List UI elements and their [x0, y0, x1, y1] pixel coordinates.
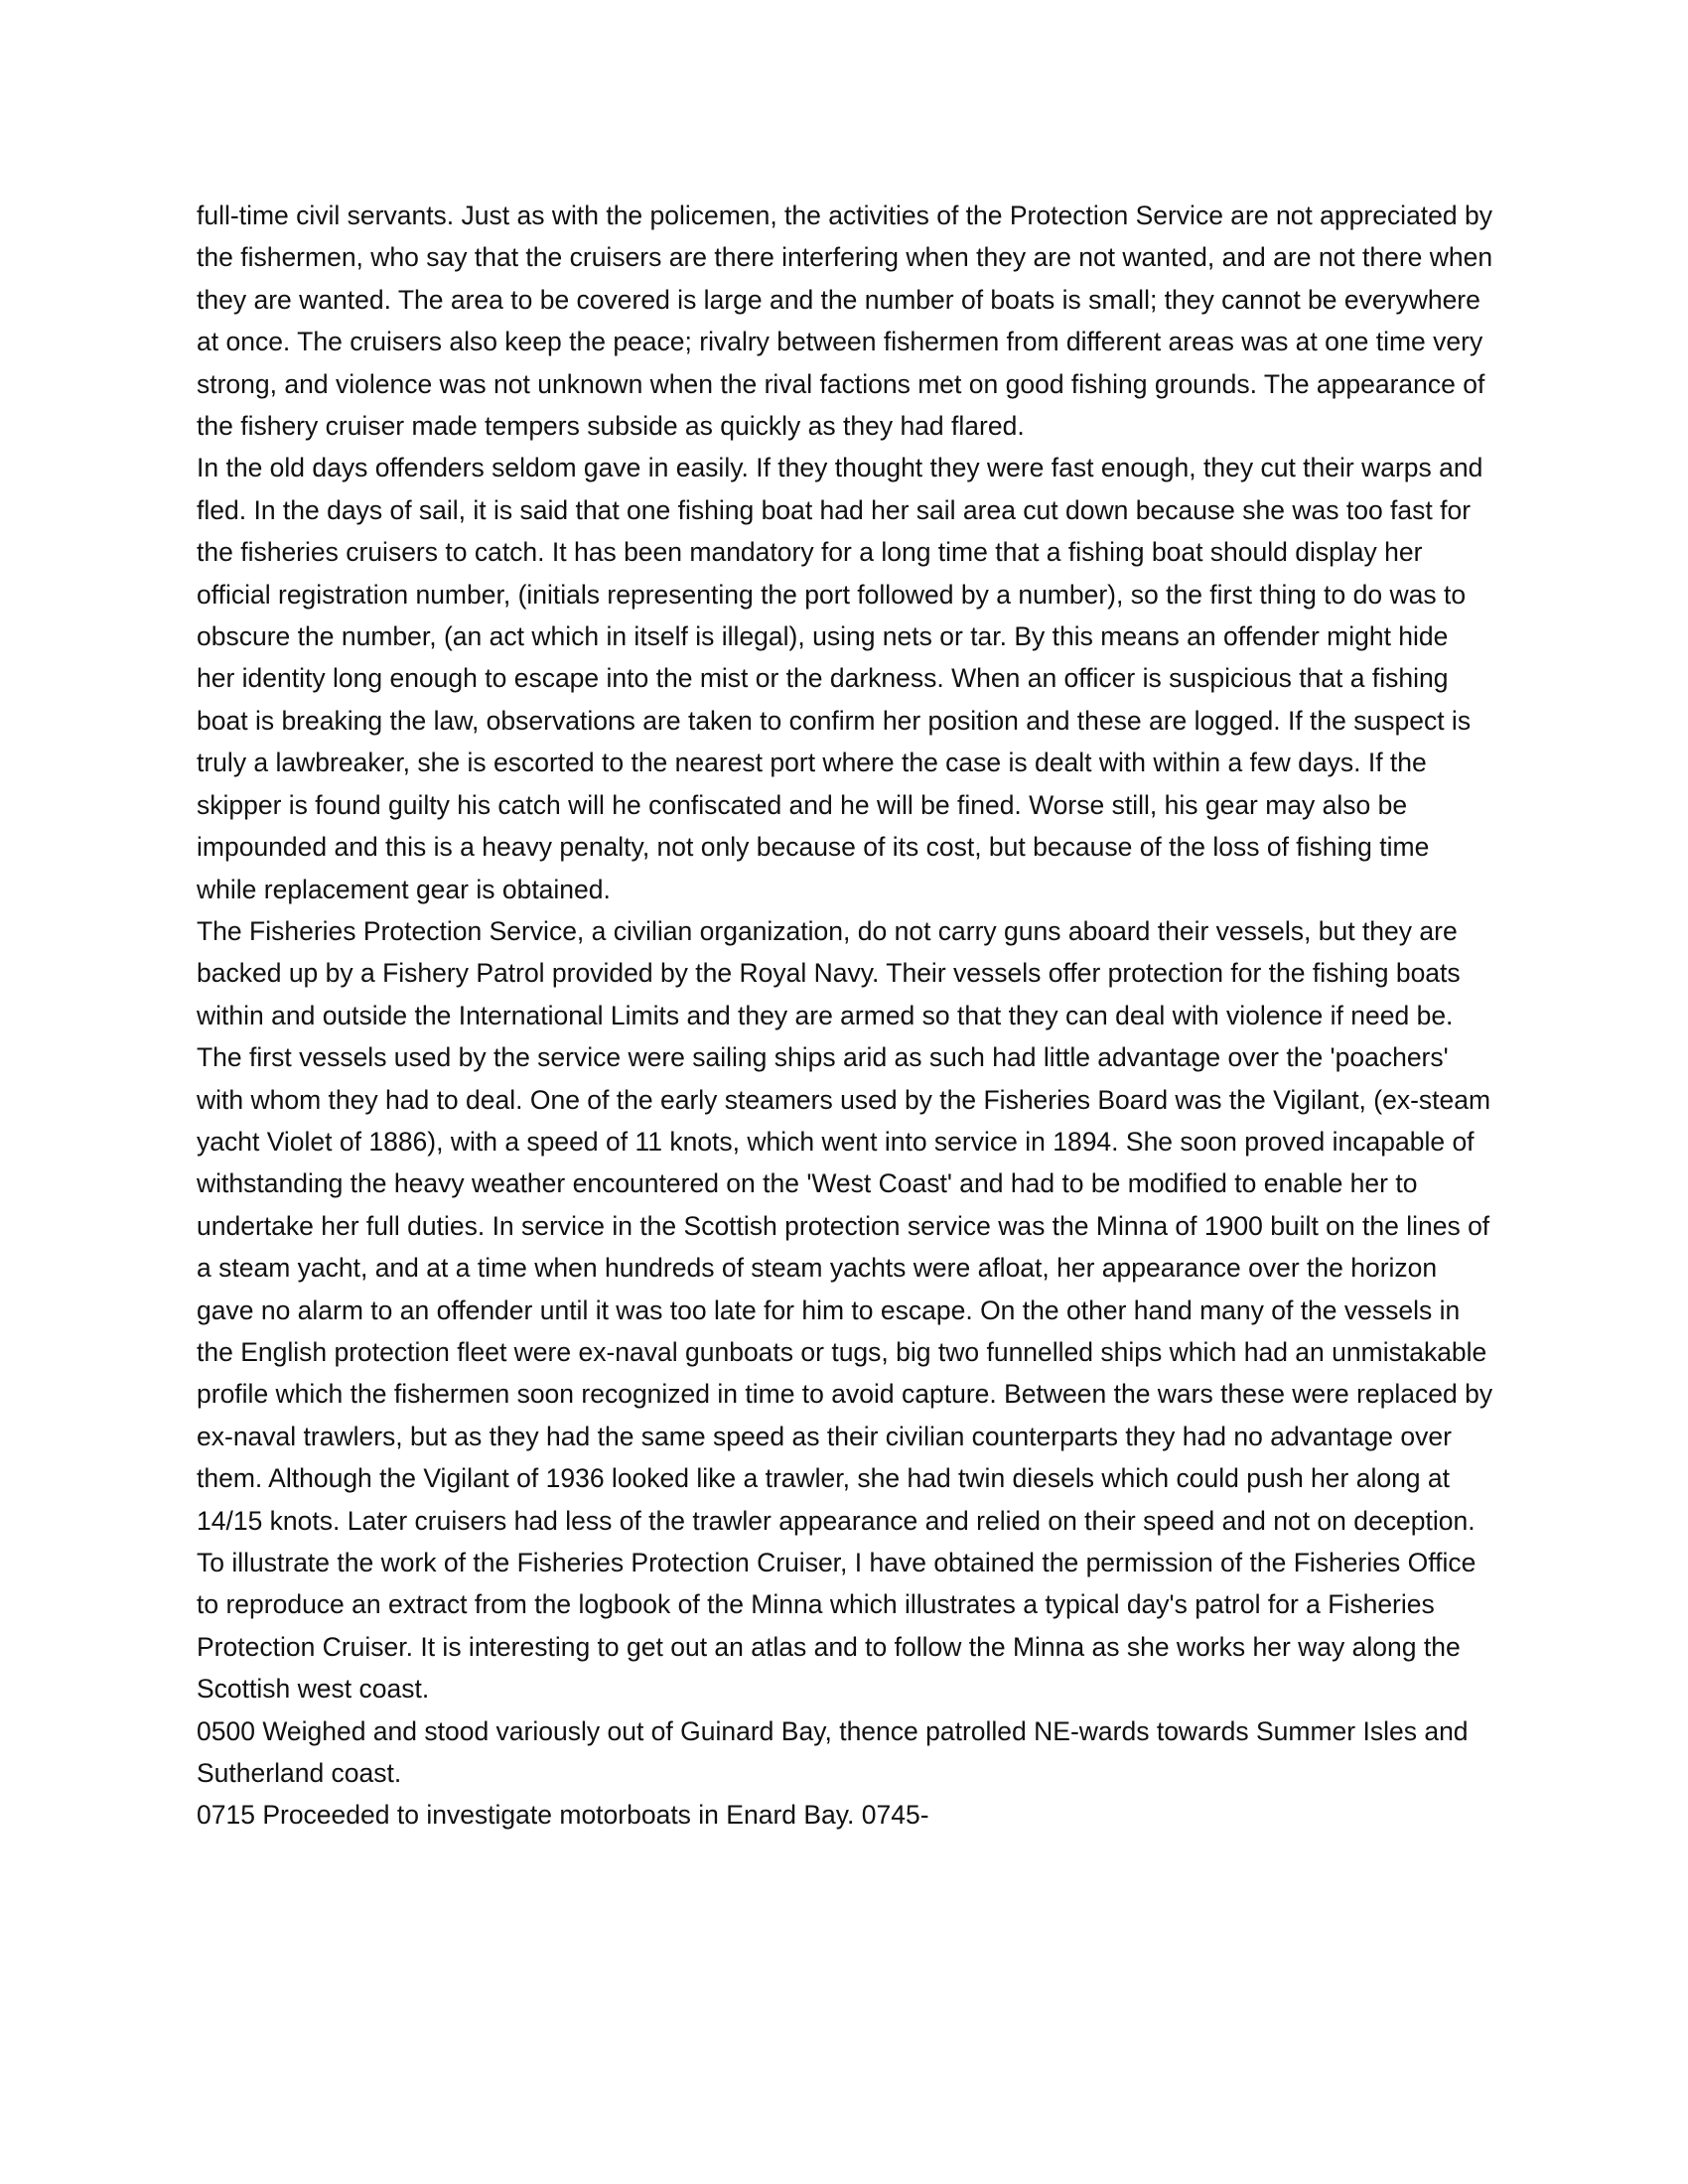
paragraph-offenders-old-days: In the old days offenders seldom gave in easily. If they thought they were fast enough, they cut their warps and fled. In the days of sail, it is said that one fishing boat had her sail area cut down because she was too fast for the fisheries cruisers to catch. It has been mandatory for a long time that a fishing boat should display her official registration number, (initials representing the port followed by a number), so the first thing to do was to obscure the number, (an act which in itself is illegal), using nets or tar. By this means an offender might hide her identity long enough to escape into the mist or the darkness. When an officer is suspicious that a fishing boat is breaking the law, observations are taken to confirm her position and these are logged. If the suspect is truly a lawbreaker, she is escorted to the nearest port where the case is dealt with within a few days. If the skipper is found guilty his catch will he confiscated and he will be fined. Worse still, his gear may also be impounded and this is a heavy penalty, not only because of its cost, but because of the loss of fishing time while replacement gear is obtained.	[197, 453, 1483, 904]
paragraph-first-vessels: The first vessels used by the service were sailing ships arid as such had little advantage over the 'poachers' with whom they had to deal. One of the early steamers used by the Fisheries Board was the Vigilant, (ex-steam yacht Violet of 1886), with a speed of 11 knots, which went into service in 1894. She soon proved incapable of withstanding the heavy weather encountered on the 'West Coast' and had to be modified to enable her to undertake her full duties. In service in the Scottish protection service was the Minna of 1900 built on the lines of a steam yacht, and at a time when hundreds of steam yachts were afloat, her appearance over the horizon gave no alarm to an offender until it was too late for him to escape. On the other hand many of the vessels in the English protection fleet were ex-naval gunboats or tugs, big two funnelled ships which had an unmistakable profile which the fishermen soon recognized in time to avoid capture. Between the wars these were replaced by ex-naval trawlers, but as they had the same speed as their civilian counterparts they had no advantage over them. Although the Vigilant of 1936 looked like a trawler, she had twin diesels which could push her along at 14/15 knots. Later cruisers had less of the trawler appearance and relied on their speed and not on deception.	[197, 1042, 1493, 1536]
paragraph-minna-logbook-intro: To illustrate the work of the Fisheries Protection Cruiser, I have obtained the permission of the Fisheries Office to reproduce an extract from the logbook of the Minna which illustrates a typical day's patrol for a Fisheries Protection Cruiser. It is interesting to get out an atlas and to follow the Minna as she works her way along the Scottish west coast.	[197, 1548, 1477, 1705]
paragraph-protection-service-intro: full-time civil servants. Just as with the policemen, the activities of the Protection Service are not appreciated by the fishermen, who say that the cruisers are there interfering when they are not wanted, and are not there when they are wanted. The area to be covered is large and the number of boats is small; they cannot be everywhere at once. The cruisers also keep the peace; rivalry between fishermen from different areas was at one time very strong, and violence was not unknown when the rival factions met on good fishing grounds. The appearance of the fishery cruiser made tempers subside as quickly as they had flared.	[197, 201, 1493, 442]
log-entry-0715: 0715 Proceeded to investigate motorboats in Enard Bay. 0745-	[197, 1800, 929, 1831]
paragraph-royal-navy-patrol: The Fisheries Protection Service, a civilian organization, do not carry guns aboard their vessels, but they are backed up by a Fishery Patrol provided by the Royal Navy. Their vessels offer protection for the fishing boats within and outside the International Limits and they are armed so that they can deal with violence if need be.	[197, 915, 1461, 1030]
document-page	[197, 195, 1493, 1837]
log-entry-0500: 0500 Weighed and stood variously out of Guinard Bay, thence patrolled NE-wards towards Summer Isles and Sutherland coast.	[197, 1715, 1469, 1789]
